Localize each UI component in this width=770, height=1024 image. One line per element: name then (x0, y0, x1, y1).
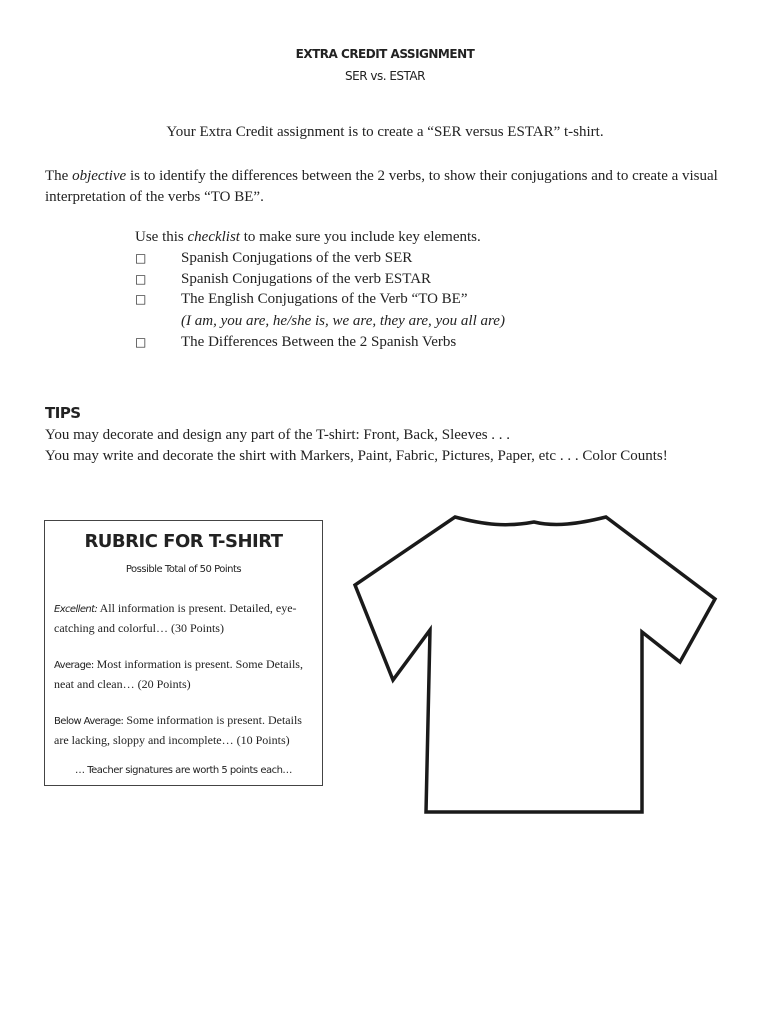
objective-prefix: The (45, 168, 73, 184)
checkbox-icon: □ (135, 272, 147, 286)
checklist-item-label: The English Conjugations of the Verb “TO BE” (181, 291, 468, 307)
checklist-intro-prefix: Use this (135, 229, 188, 245)
rubric-box (44, 520, 323, 786)
objective-rest: is to identify the differences between the 2 verbs, to show their conjugations and to create a visual interpretation of the verbs “TO BE”. (45, 168, 718, 205)
checklist-intro (135, 229, 481, 246)
rubric-subtitle: Possible Total of 50 Points (125, 564, 242, 575)
checklist-item (135, 334, 456, 351)
checklist-item-label: The Differences Between the 2 Spanish Verbs (181, 334, 457, 350)
checklist-item (135, 250, 412, 267)
rubric-level-label: Excellent: (54, 604, 98, 615)
checklist-item (135, 271, 431, 288)
rubric-level-label: Average: (54, 660, 94, 671)
checkbox-icon: □ (135, 292, 147, 306)
rubric-level-text: Some information is present. Details are lacking, sloppy and incomplete… (10 Points) (54, 713, 302, 747)
rubric-level (54, 599, 316, 638)
t-shirt-outline-icon (350, 512, 718, 820)
checklist-item (135, 291, 468, 308)
checklist-intro-rest: to make sure you include key elements. (239, 229, 481, 245)
document-title: EXTRA CREDIT ASSIGNMENT (295, 47, 475, 61)
tips-line: You may decorate and design any part of the T-shirt: Front, Back, Sleeves . . . (45, 427, 511, 443)
rubric-title: RUBRIC FOR T-SHIRT (84, 531, 283, 552)
rubric-level (54, 655, 316, 694)
rubric-level-text: All information is present. Detailed, eye-catching and colorful… (30 Points) (54, 601, 297, 635)
checklist-item-label: Spanish Conjugations of the verb ESTAR (181, 271, 432, 287)
checklist-item-note: (I am, you are, he/she is, we are, they are, you all are) (181, 313, 505, 329)
tips-line: You may write and decorate the shirt with Markers, Paint, Fabric, Pictures, Paper, etc . . . Color Counts! (45, 448, 668, 464)
tips-heading: TIPS (45, 404, 81, 422)
intro-text: Your Extra Credit assignment is to create a “SER versus ESTAR” t-shirt. (166, 124, 604, 140)
document-subtitle: SER vs. ESTAR (345, 69, 425, 83)
checkbox-icon: □ (135, 251, 147, 265)
rubric-level-text: Most information is present. Some Details, neat and clean… (20 Points) (54, 657, 303, 691)
rubric-footer: … Teacher signatures are worth 5 points each… (75, 765, 292, 776)
objective-emphasis: objective (72, 168, 127, 184)
objective-paragraph (45, 166, 735, 208)
rubric-level-label: Below Average: (54, 716, 124, 727)
checklist-item-label: Spanish Conjugations of the verb SER (181, 250, 413, 266)
rubric-level (54, 711, 316, 750)
checklist-intro-emphasis: checklist (187, 229, 240, 245)
checkbox-icon: □ (135, 335, 147, 349)
